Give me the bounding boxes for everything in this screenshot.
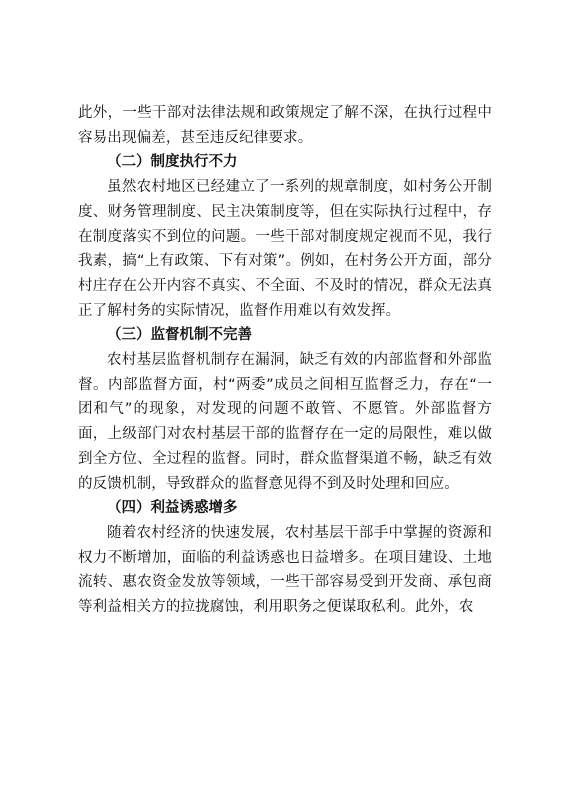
paragraph-interest-temptation: 随着农村经济的快速发展，农村基层干部手中掌握的资源和权力不断增加，面临的利益诱惑也日益增多。在项目建设、土地流转、惠农资金发放等领域，一些干部容易受到开发商、承包商等利益相关方的拉拢腐蚀，利用职务之便谋取私利。此外，农 xyxy=(78,524,492,616)
section-heading-3: （三）监督机制不完善 xyxy=(107,327,252,344)
section-heading-4: （四）利益诱惑增多 xyxy=(107,500,238,517)
paragraph-system-enforcement: 虽然农村地区已经建立了一系列的规章制度，如村务公开制度、财务管理制度、民主决策制度等，但在实际执行过程中，存在制度落实不到位的问题。一些干部对制度规定视而不见，我行我素，搞“上有政策、下有对策”。例如，在村务公开方面，部分村庄存在公开内容不真实、不全面、不及时的情况，群众无法真正了解村务的实际情况，监督作用难以有效发挥。 xyxy=(78,179,492,319)
section-heading-2: （二）制度执行不力 xyxy=(107,154,238,171)
paragraph-continuation: 此外，一些干部对法律法规和政策规定了解不深，在执行过程中容易出现偏差，甚至违反纪律要求。 xyxy=(78,105,492,146)
paragraph-supervision-mechanism: 农村基层监督机制存在漏洞，缺乏有效的内部监督和外部监督。内部监督方面，村“两委”成员之间相互监督乏力，存在“一团和气”的现象，对发现的问题不敢管、不愿管。外部监督方面，上级部门对农村基层干部的监督存在一定的局限性，难以做到全方位、全过程的监督。同时，群众监督渠道不畅，缺乏有效的反馈机制，导致群众的监督意见得不到及时处理和回应。 xyxy=(78,352,492,492)
document-body xyxy=(78,101,492,620)
